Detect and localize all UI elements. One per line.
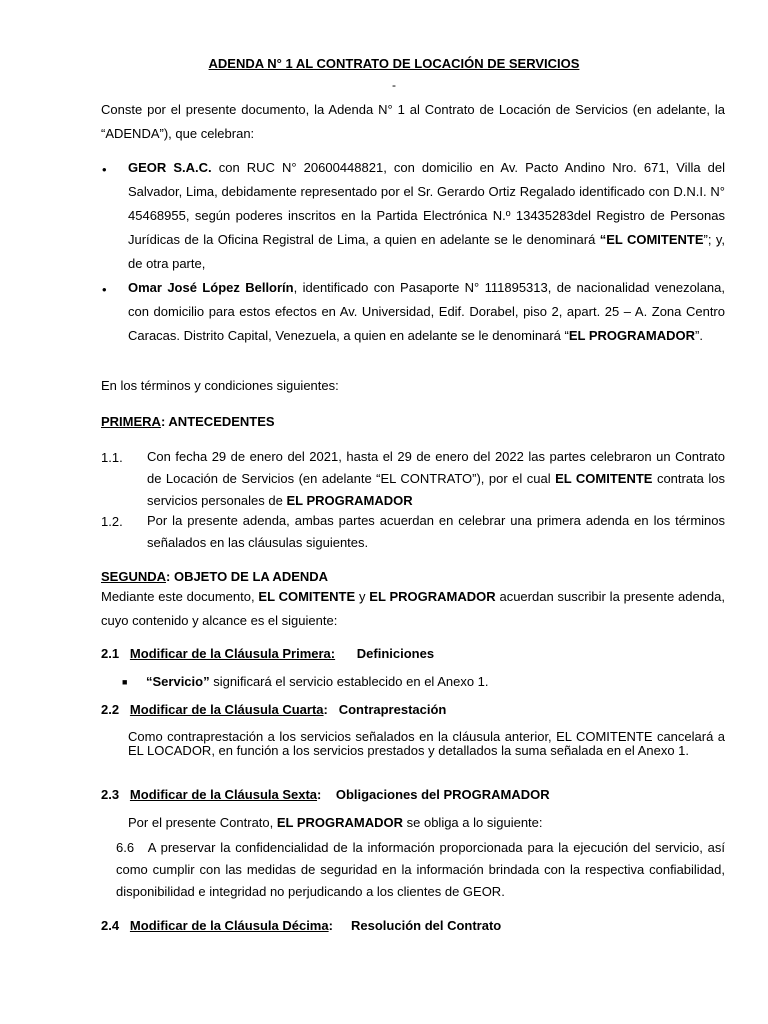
clause-2-4-heading: 2.4 Modificar de la Cláusula Décima: Resolución del Contrato [101, 918, 502, 933]
clause-2-3-heading: 2.3 Modificar de la Cláusula Sexta: Obligaciones del PROGRAMADOR [101, 787, 550, 802]
party-1-tail: ”; y, de otra parte, [128, 232, 725, 271]
item-1-1-text: Con fecha 29 de enero del 2021, hasta el 29 de enero del 2022 las partes celebraron un Contrato de Locación de Servicios (en adelante “EL CONTRATO”), por el cual EL COMITENTE contrata los servicios personales de EL PROGRAMADOR [147, 449, 725, 508]
bullet-icon: • [102, 282, 107, 297]
section-segunda-heading: SEGUNDA: OBJETO DE LA ADENDA [101, 569, 329, 584]
party-1-paragraph [128, 156, 725, 276]
item-1-2-text: Por la presente adenda, ambas partes acuerdan en celebrar una primera adenda en los términos señalados en las cláusulas siguientes. [147, 513, 725, 550]
section-primera-heading: PRIMERA: ANTECEDENTES [101, 414, 275, 429]
party-1-alias: “EL COMITENTE [599, 232, 704, 247]
clause-2-3-item: 6.6 A preservar la confidencialidad de la información proporcionada para la ejecución del servicio, así como cumplir con las medidas de seguridad en la información brindada con la respectiva confiabilidad, disponibilidad e integridad no perjudicando a los clientes de GEOR. [116, 840, 729, 899]
clause-2-2-text: Como contraprestación a los servicios señalados en la cláusula anterior, EL COMITENTE cancelará a EL LOCADOR, en función a los servicios prestados y detallados la suma señalada en el Anexo 1. [128, 729, 725, 758]
party-1-text: con RUC N° 20600448821, con domicilio en Av. Pacto Andino Nro. 671, Villa del Salvador, Lima, debidamente representado por el Sr. Gerardo Ortiz Regalado identificado con D.N.I. N° 45468955, según poderes inscritos en la Partida Electrónica N.º 13435283del Registro de Personas Jurídicas de la Oficina Registral de Lima, a quien en adelante se le denominará [128, 160, 725, 247]
clause-2-3-intro: Por el presente Contrato, EL PROGRAMADOR se obliga a lo siguiente: [128, 815, 543, 830]
title-dash: - [392, 78, 396, 92]
bullet-icon: • [102, 162, 107, 177]
square-bullet-icon: ■ [122, 677, 128, 687]
terms-intro: En los términos y condiciones siguientes: [101, 378, 339, 393]
item-1-2-number: 1.2. [101, 514, 123, 529]
clause-2-1-item: “Servicio” significará el servicio establecido en el Anexo 1. [146, 674, 489, 689]
document-title: ADENDA N° 1 AL CONTRATO DE LOCACIÓN DE SERVICIOS [208, 56, 580, 71]
party-2-name: Omar José López Bellorín [128, 280, 294, 295]
clause-2-2-heading: 2.2 Modificar de la Cláusula Cuarta: Contraprestación [101, 702, 447, 717]
party-2-tail: ”. [694, 328, 703, 343]
party-2-alias: EL PROGRAMADOR [568, 328, 695, 343]
party-1-name: GEOR S.A.C. [128, 160, 212, 175]
intro-paragraph: Conste por el presente documento, la Adenda N° 1 al Contrato de Locación de Servicios (en adelante, la “ADENDA”), que celebran: [101, 102, 725, 141]
clause-2-1-heading: 2.1 Modificar de la Cláusula Primera: Definiciones [101, 646, 435, 661]
party-2-text: , identificado con Pasaporte N° 111895313, de nacionalidad venezolana, con domicilio para estos efectos en Av. Universidad, Edif. Dorabel, piso 2, apart. 25 – A. Zona Centro Caracas. Distrito Capital, Venezuela, a quien en adelante se le denominará “ [128, 280, 726, 343]
segunda-paragraph: Mediante este documento, EL COMITENTE y EL PROGRAMADOR acuerdan suscribir la presente adenda, cuyo contenido y alcance es el siguiente: [101, 589, 726, 628]
item-1-1-number: 1.1. [101, 450, 123, 465]
party-2-paragraph [128, 276, 725, 348]
